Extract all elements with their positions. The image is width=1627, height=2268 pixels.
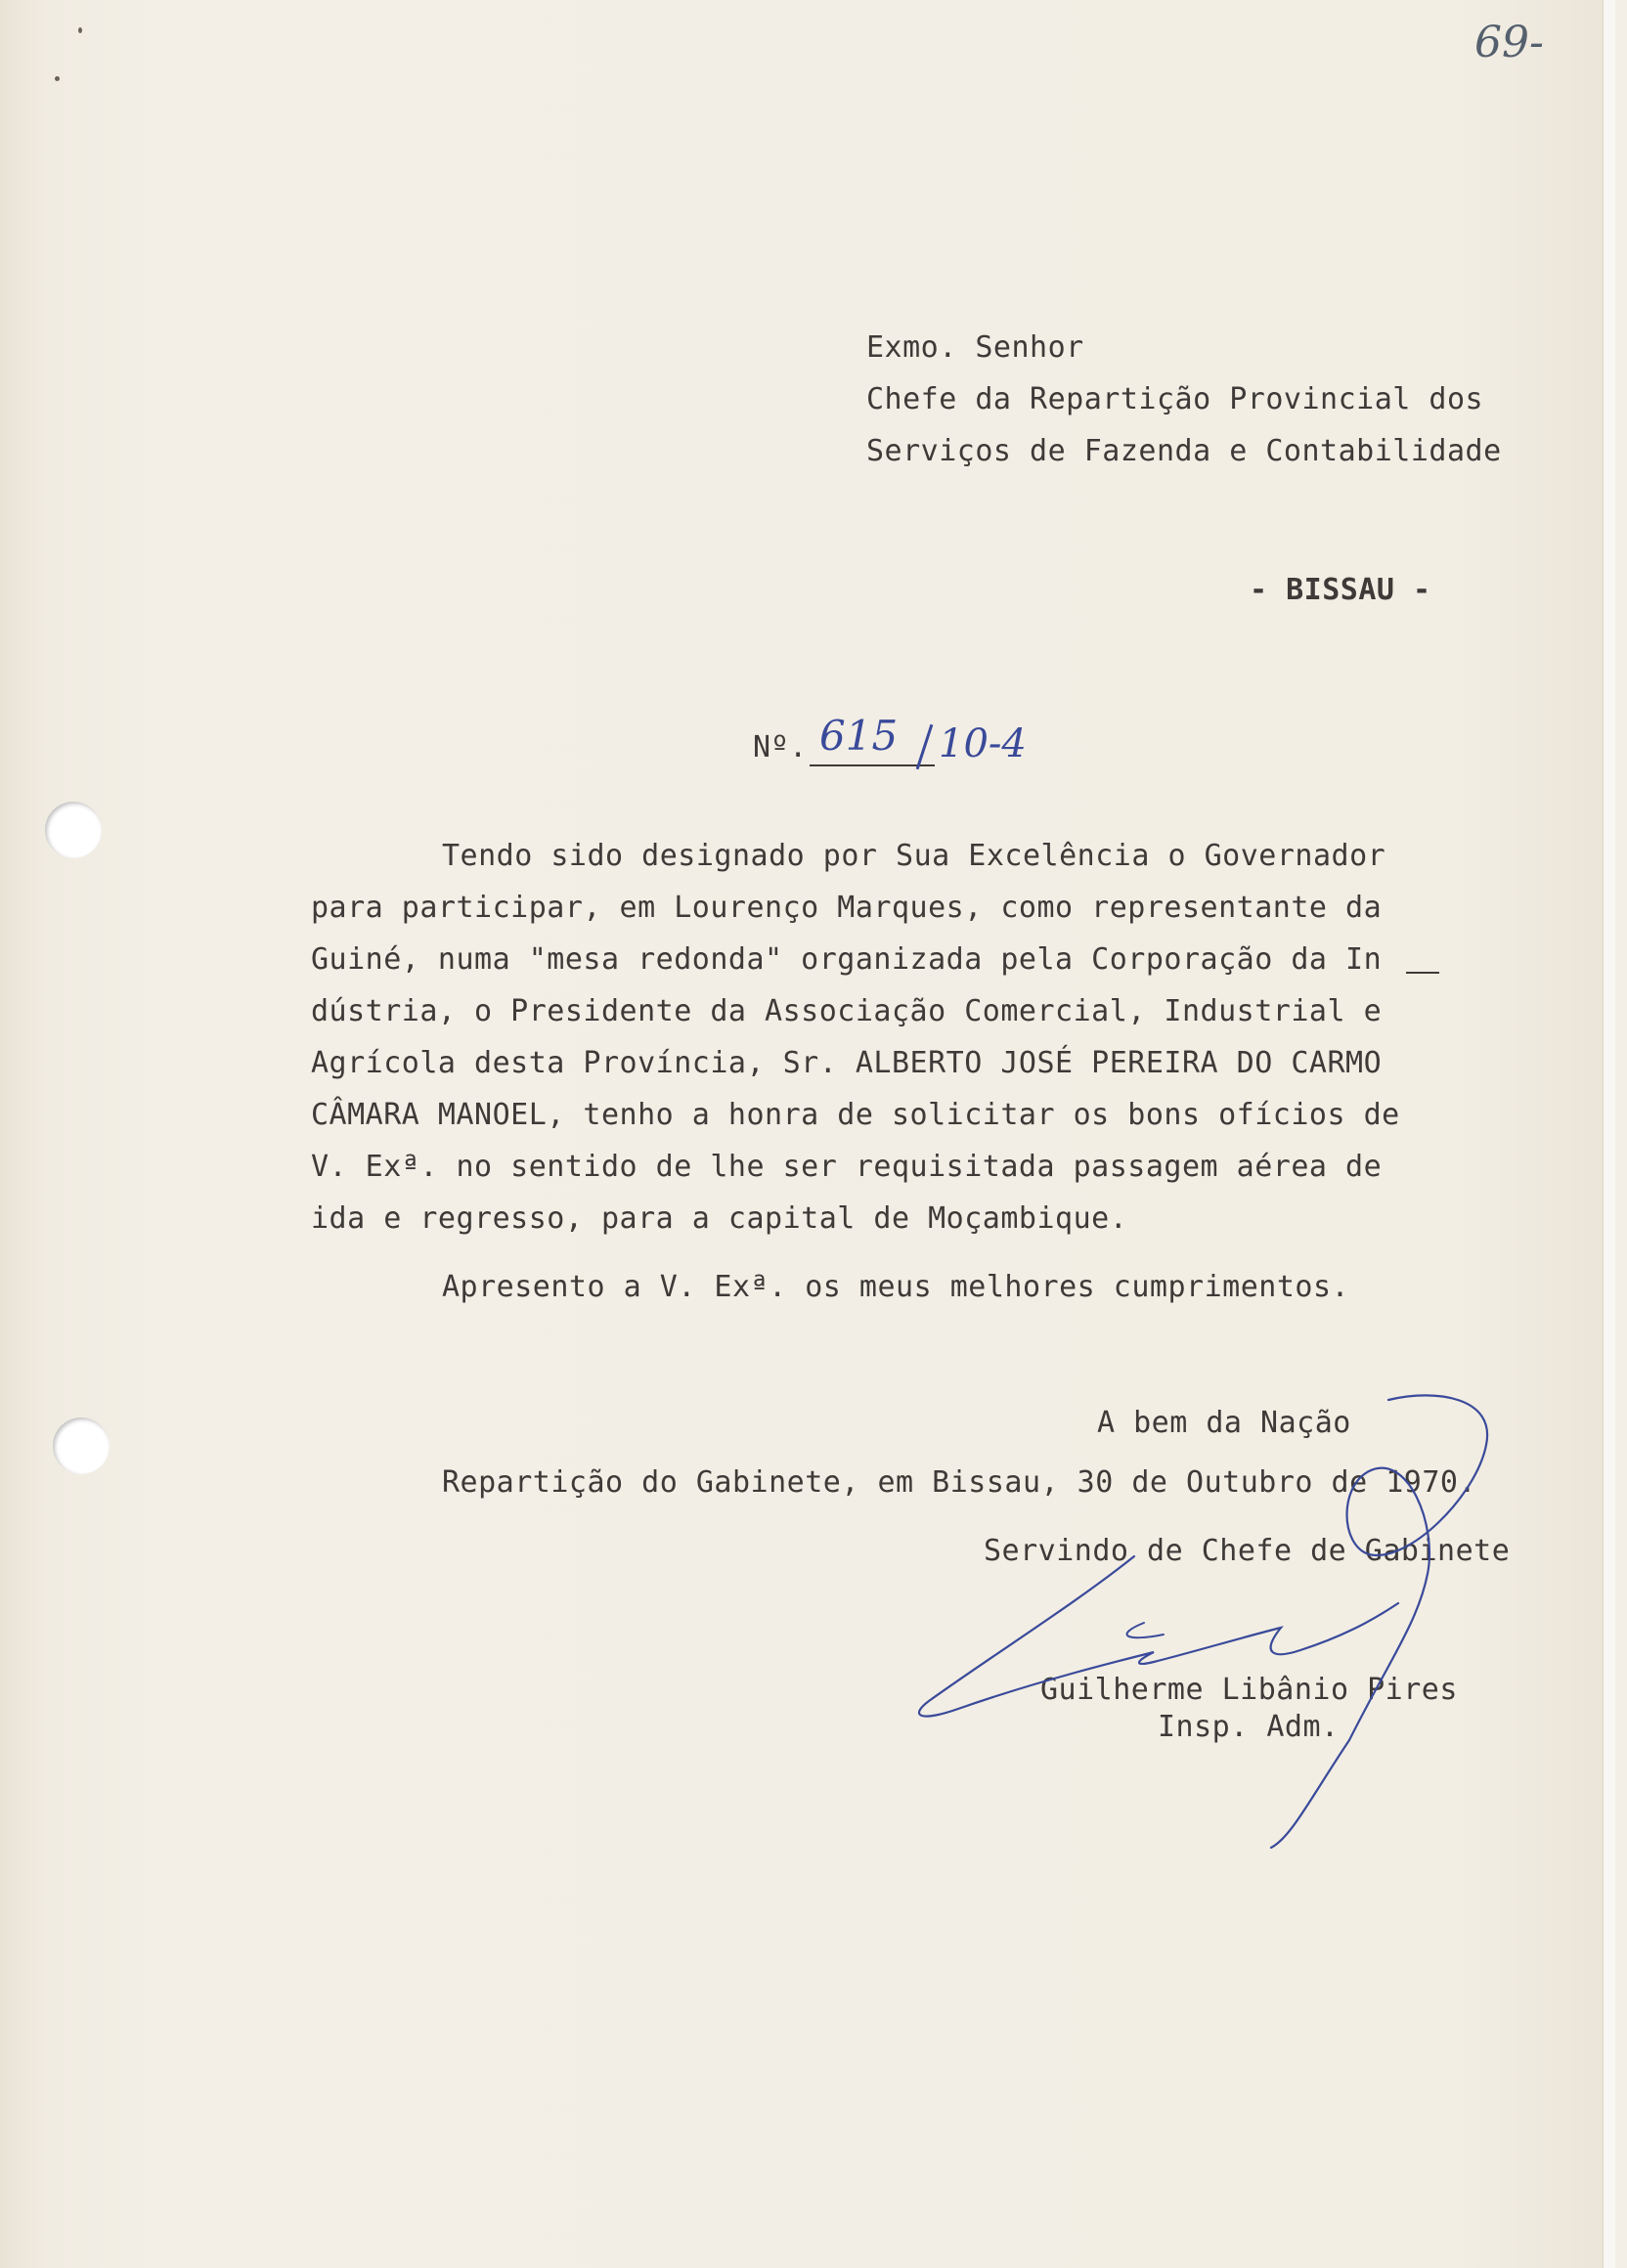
reference-label: Nº. xyxy=(753,730,808,764)
body-line-2: para participar, em Lourenço Marques, como representante da xyxy=(311,891,1383,925)
body-line-7: V. Exª. no sentido de lhe ser requisitada passagem aérea de xyxy=(311,1150,1383,1184)
body-line-3: Guiné, numa "mesa redonda" organizada pela Corporação da In xyxy=(311,942,1383,977)
closing-line: Apresento a V. Exª. os meus melhores cumprimentos. xyxy=(442,1270,1350,1304)
place-date: Repartição do Gabinete, em Bissau, 30 de Outubro de 1970. xyxy=(442,1465,1477,1500)
addressee-line-1: Exmo. Senhor xyxy=(866,330,1084,365)
salutation: A bem da Nação xyxy=(1097,1406,1351,1440)
body-line-5: Agrícola desta Província, Sr. ALBERTO JOSÉ PEREIRA DO CARMO xyxy=(311,1046,1383,1080)
body-line-3-underline xyxy=(1406,972,1439,974)
reference-slash xyxy=(916,724,934,770)
addressee-line-3: Serviços de Fazenda e Contabilidade xyxy=(866,434,1502,468)
punch-hole-bottom xyxy=(53,1418,110,1474)
ink-speck xyxy=(55,76,60,81)
body-line-6: CÂMARA MANOEL, tenho a honra de solicitar os bons ofícios de xyxy=(311,1098,1400,1132)
addressee-city: - BISSAU - xyxy=(1250,573,1431,607)
reference-number: 615 xyxy=(819,712,899,760)
punch-hole-top xyxy=(45,802,102,858)
signatory-role: Servindo de Chefe de Gabinete xyxy=(984,1534,1511,1568)
addressee-line-2: Chefe da Repartição Provincial dos xyxy=(866,382,1484,416)
reference-date: 10-4 xyxy=(939,721,1027,766)
body-line-4: dústria, o Presidente da Associação Comercial, Industrial e xyxy=(311,994,1383,1028)
ink-speck xyxy=(78,27,82,33)
paper-edge xyxy=(1603,0,1615,2268)
signatory-title: Insp. Adm. xyxy=(1158,1710,1340,1744)
signatory-name: Guilherme Libânio Pires xyxy=(1040,1673,1458,1707)
page-number: 69- xyxy=(1474,18,1544,67)
body-line-1: Tendo sido designado por Sua Excelência o Governador xyxy=(442,839,1386,873)
body-line-8: ida e regresso, para a capital de Moçambique. xyxy=(311,1201,1128,1236)
